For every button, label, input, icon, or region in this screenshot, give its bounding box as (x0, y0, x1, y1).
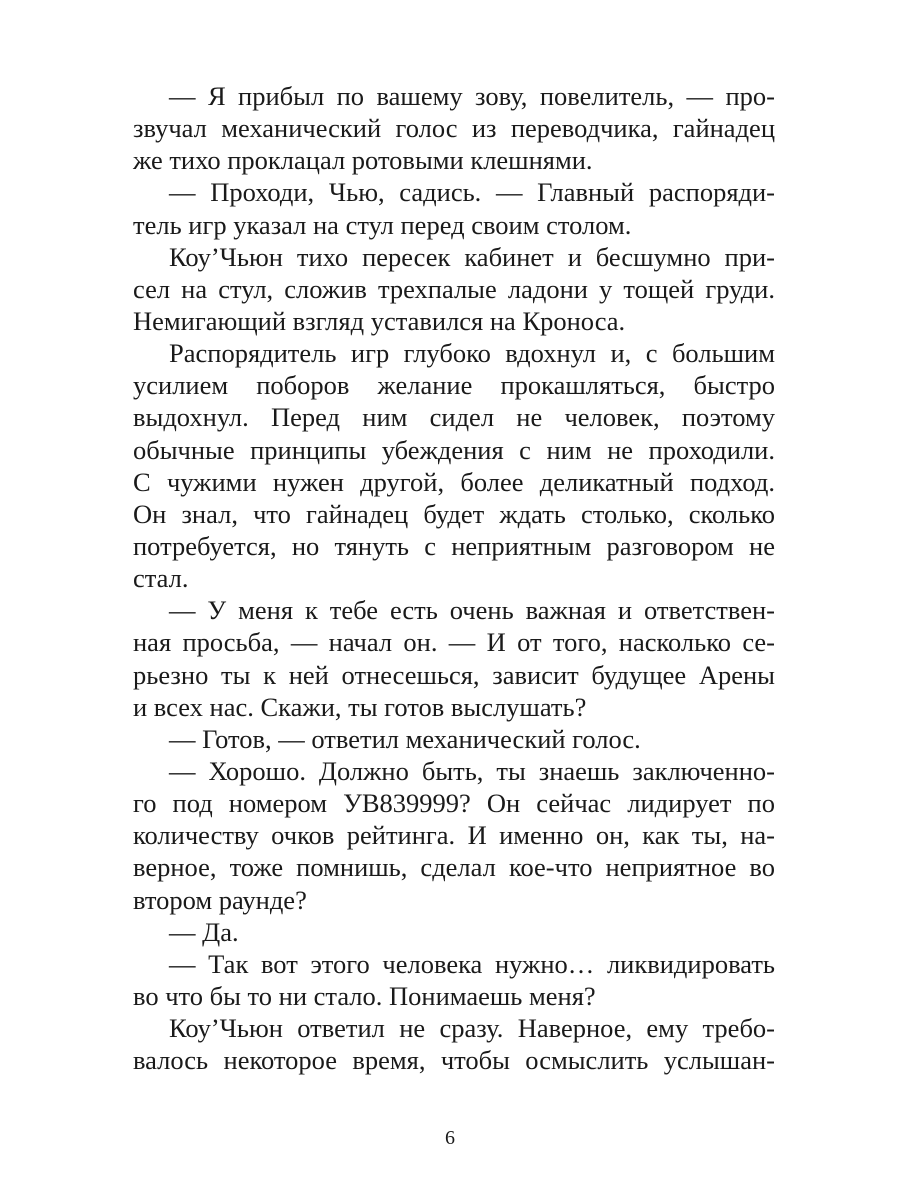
text-line: выдохнул. Перед ним сидел не человек, поэтому (133, 402, 775, 433)
text-line: — У меня к тебе есть очень важная и ответствен- (169, 595, 775, 626)
text-line: верное, тоже помнишь, сделал кое-что неприятное во (133, 852, 775, 883)
text-line: обычные принципы убеждения с ним не проходили. (133, 434, 775, 465)
text-line: усилием поборов желание прокашляться, быстро (133, 370, 775, 401)
text-line: стал. (133, 563, 189, 594)
text-line: и всех нас. Скажи, ты готов выслушать? (133, 691, 587, 722)
text-line: Коу’Чьюн тихо пересек кабинет и бесшумно при- (169, 241, 775, 272)
text-line: Коу’Чьюн ответил не сразу. Наверное, ему требо- (169, 1013, 775, 1044)
text-line: потребуется, но тянуть с неприятным разговором не (133, 530, 775, 561)
text-line: го под номером УВ839999? Он сейчас лидирует по (133, 788, 775, 819)
text-line: валось некоторое время, чтобы осмыслить услышан- (133, 1045, 775, 1076)
text-line: — Хорошо. Должно быть, ты знаешь заключенно- (169, 755, 775, 786)
page-number: 6 (445, 1127, 455, 1149)
text-line: же тихо проклацал ротовыми клешнями. (133, 145, 593, 176)
text-line: — Так вот этого человека нужно… ликвидировать (169, 948, 775, 979)
text-line: втором раунде? (133, 884, 307, 915)
text-line: Распорядитель игр глубоко вдохнул и, с большим (169, 338, 775, 369)
text-line: во что бы то ни стало. Понимаешь меня? (133, 980, 596, 1011)
body-text (133, 80, 775, 1076)
text-line: Он знал, что гайнадец будет ждать столько, сколько (133, 498, 775, 529)
text-line: — Я прибыл по вашему зову, повелитель, — про- (169, 81, 775, 111)
text-line: сел на стул, сложив трехпалые ладони у тощей груди. (133, 273, 775, 304)
text-line: рьезно ты к ней отнесешься, зависит будущее Арены (133, 659, 775, 690)
text-line: количеству очков рейтинга. И именно он, как ты, на- (133, 820, 775, 851)
text-line: Немигающий взгляд уставился на Кроноса. (133, 305, 626, 336)
text-line: — Да. (169, 916, 239, 947)
text-line: — Готов, — ответил механический голос. (169, 723, 641, 754)
text-line: звучал механический голос из переводчика, гайнадец (133, 113, 775, 144)
text-line: тель игр указал на стул перед своим столом. (133, 209, 632, 240)
text-line: — Проходи, Чью, садись. — Главный распоряди- (169, 177, 775, 208)
text-line: С чужими нужен другой, более деликатный подход. (133, 466, 775, 497)
text-line: ная просьба, — начал он. — И от того, насколько се- (133, 627, 775, 658)
